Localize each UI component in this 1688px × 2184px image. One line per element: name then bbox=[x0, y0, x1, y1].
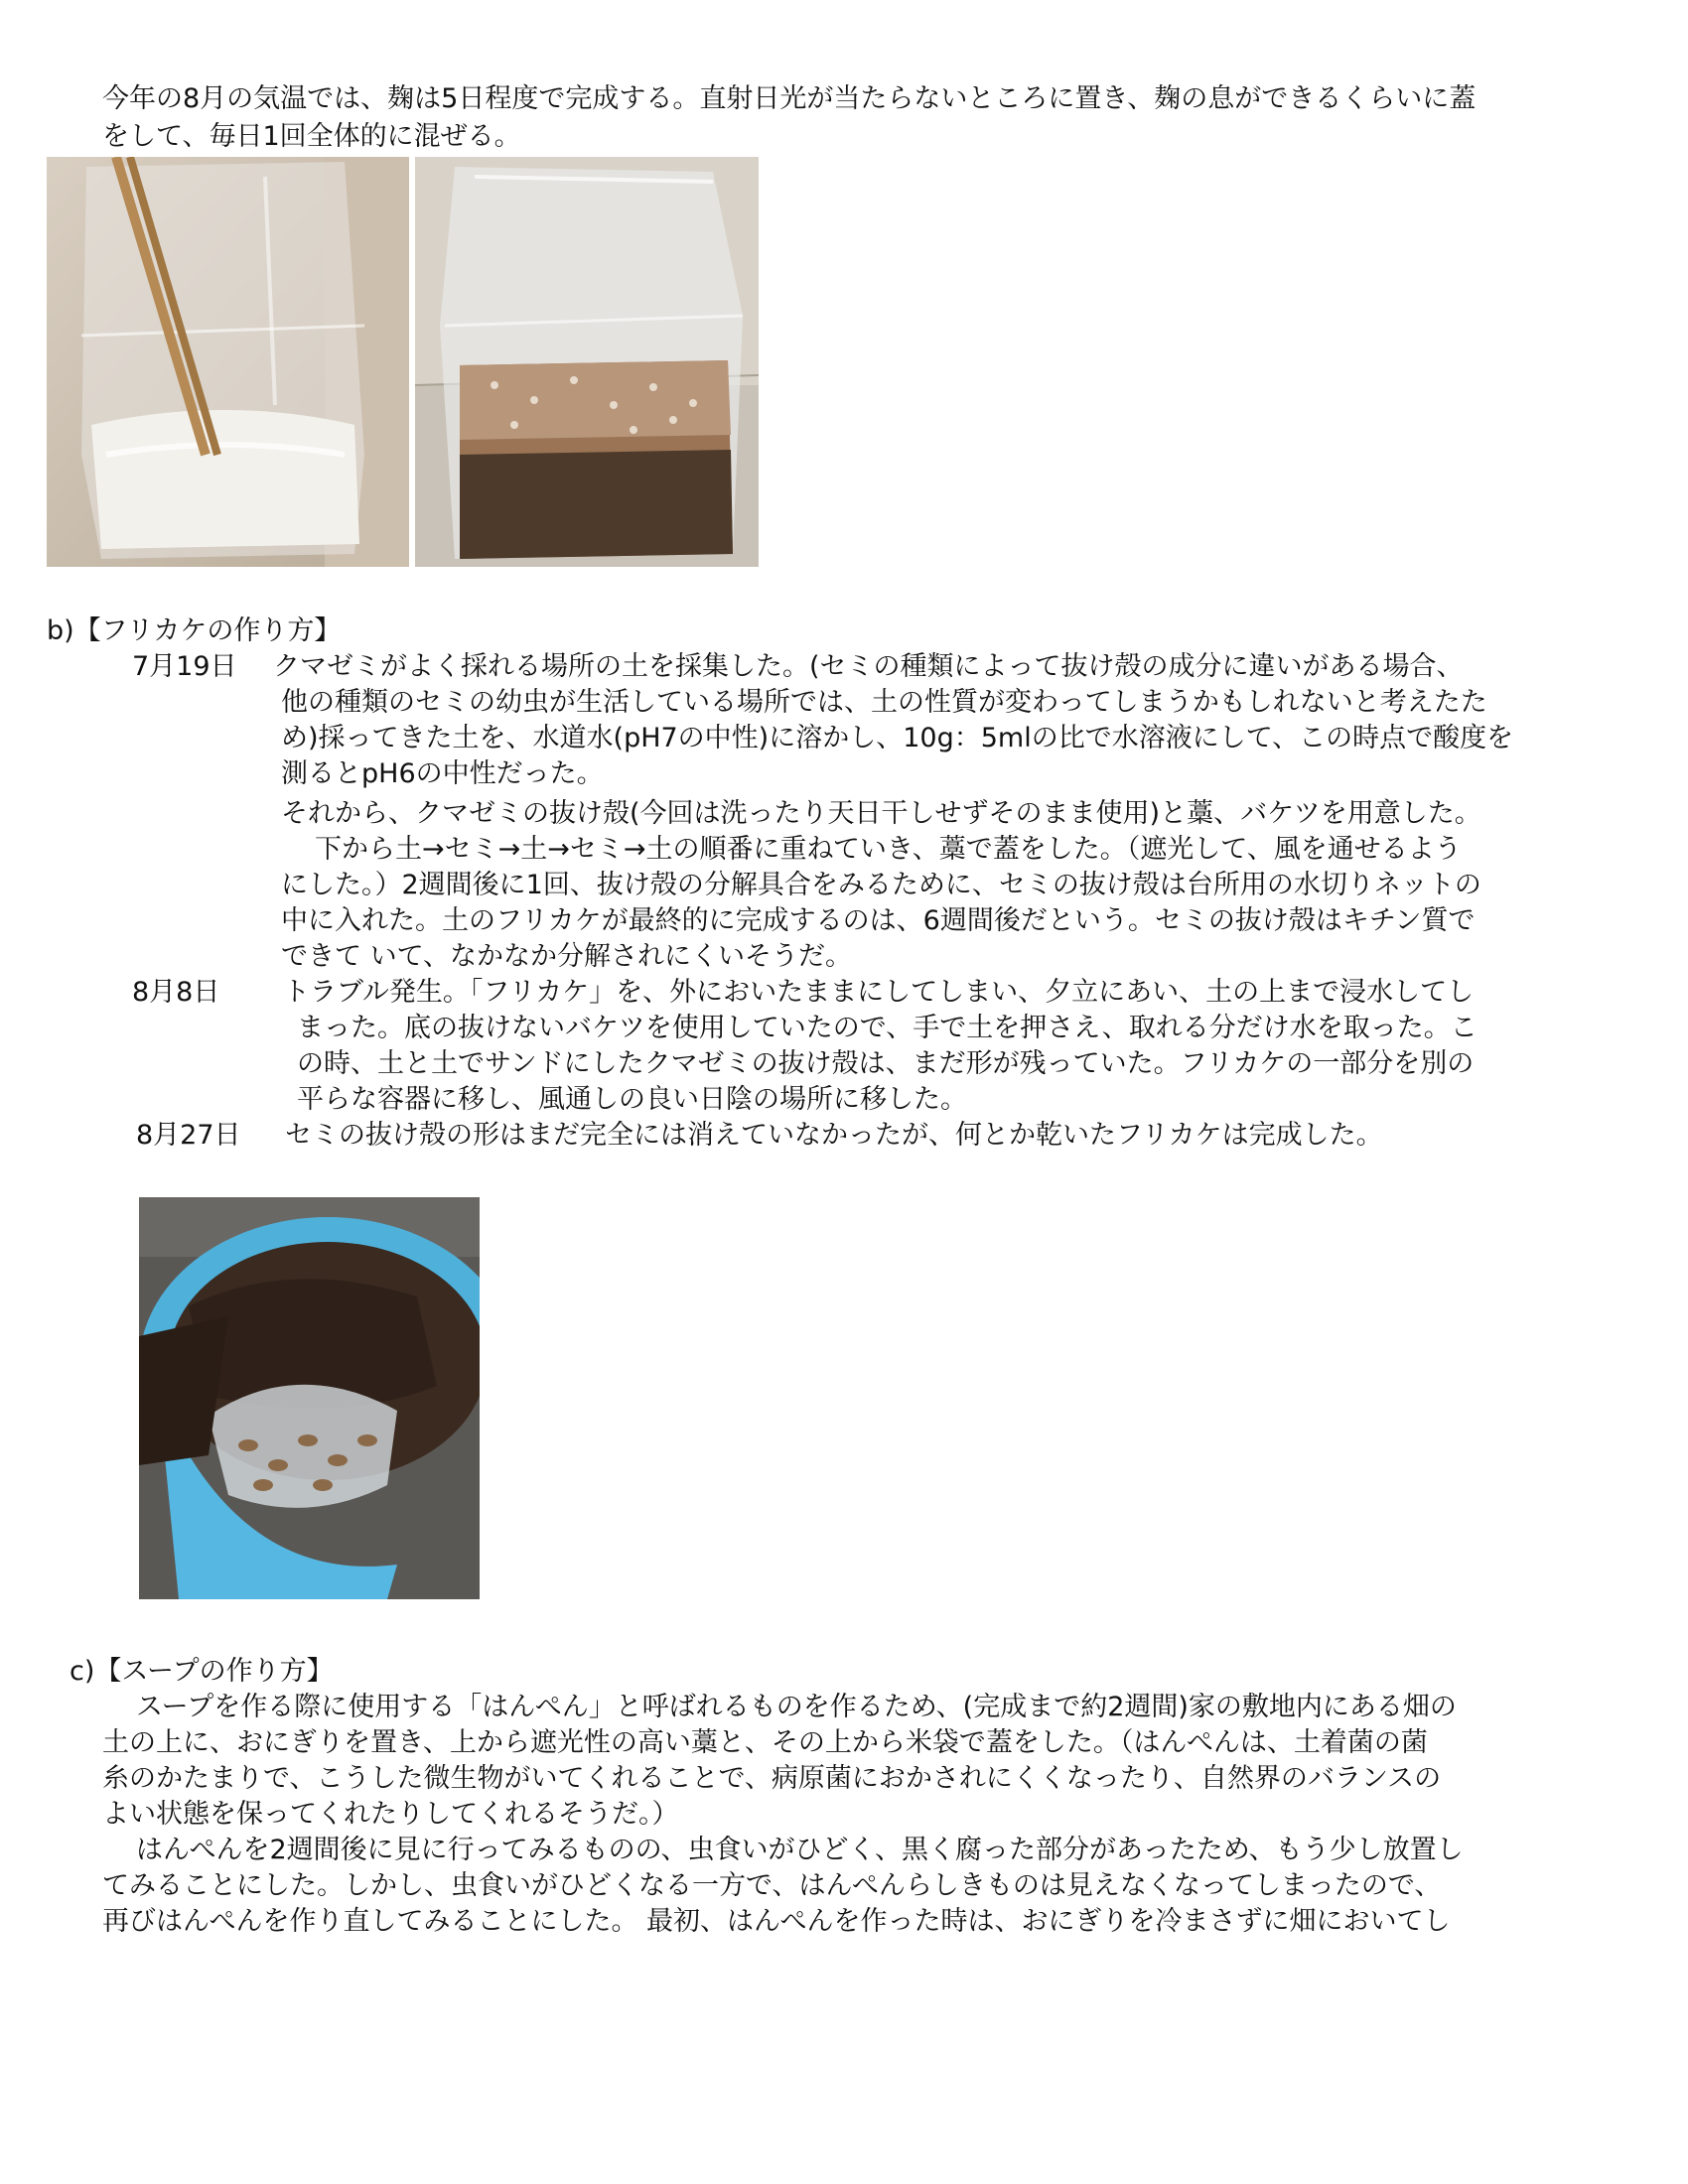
entry-aug27-line-1: セミの抜け殻の形はまだ完全には消えていなかったが、何とか乾いたフリカケは完成した。 bbox=[285, 1120, 1383, 1151]
entry-aug8-line-2: まった。底の抜けないバケツを使用していたので、手で土を押さえ、取れる分だけ水を取った。こ bbox=[297, 1013, 1477, 1043]
section-c-heading: c)【スープの作り方】 bbox=[70, 1656, 334, 1687]
intro-line-1: 今年の8月の気温では、麹は5日程度で完成する。直射日光が当たらないところに置き、麹の息ができるくらいに蓋 bbox=[102, 83, 1477, 114]
section-b-heading: b)【フリカケの作り方】 bbox=[47, 615, 342, 646]
section-c-line-7: 再びはんぺんを作り直してみることにした。 最初、はんぺんを作った時は、おにぎりを冷まさずに畑においてし bbox=[102, 1906, 1451, 1937]
entry-date-jul19: 7月19日 bbox=[132, 651, 237, 682]
section-c-line-4: よい状態を保ってくれたりしてくれるそうだ。） bbox=[102, 1799, 679, 1830]
entry-jul19-line-5: それから、クマゼミの抜け殻(今回は洗ったり天日干しせずそのまま使用)と藁、バケツを用意した。 bbox=[281, 798, 1481, 829]
koji-bottle-stick-photo bbox=[47, 157, 409, 567]
entry-aug8-line-1: トラブル発生。「フリカケ」を、外においたままにしてしまい、夕立にあい、土の上まで浸水してし bbox=[283, 977, 1475, 1008]
intro-line-2: をして、毎日1回全体的に混ぜる。 bbox=[102, 121, 521, 152]
entry-jul19-line-8: 中に入れた。土のフリカケが最終的に完成するのは、6週間後だという。セミの抜け殻はキチン質で bbox=[281, 905, 1476, 936]
section-c-line-3: 糸のかたまりで、こうした微生物がいてくれることで、病原菌におかされにくくなったり、自然界のバランスの bbox=[102, 1763, 1442, 1794]
entry-aug8-line-3: の時、土と土でサンドにしたクマゼミの抜け殻は、まだ形が残っていた。フリカケの一部分を別の bbox=[297, 1048, 1475, 1079]
bucket-soil-photo bbox=[139, 1197, 480, 1599]
section-c-line-2: 土の上に、おにぎりを置き、上から遮光性の高い藁と、その上から米袋で蓋をした。（はんぺんは、土着菌の菌 bbox=[102, 1727, 1428, 1758]
entry-jul19-line-3: め)採ってきた土を、水道水(pH7の中性)に溶かし、10g：5mlの比で水溶液にして、この時点で酸度を bbox=[281, 723, 1514, 753]
entry-jul19-line-4: 測るとpH6の中性だった。 bbox=[281, 758, 604, 789]
section-c-line-6: てみることにした。しかし、虫食いがひどくなる一方で、はんぺんらしきものは見えなくなってしまったので、 bbox=[102, 1870, 1442, 1901]
entry-date-aug27: 8月27日 bbox=[136, 1120, 241, 1151]
entry-jul19-line-7: にした。）2週間後に1回、抜け殻の分解具合をみるために、セミの抜け殻は台所用の水切りネットの bbox=[281, 870, 1481, 900]
section-c-line-1: スープを作る際に使用する「はんぺん」と呼ばれるものを作るため、(完成まで約2週間)家の敷地内にある畑の bbox=[136, 1692, 1457, 1722]
entry-jul19-line-1: クマゼミがよく採れる場所の土を採集した。(セミの種類によって抜け殻の成分に違いがある場合、 bbox=[273, 651, 1464, 682]
entry-aug8-line-4: 平らな容器に移し、風通しの良い日陰の場所に移した。 bbox=[297, 1084, 967, 1115]
entry-date-aug8: 8月8日 bbox=[132, 977, 220, 1008]
entry-jul19-line-2: 他の種類のセミの幼虫が生活している場所では、土の性質が変わってしまうかもしれないと考えたた bbox=[281, 687, 1487, 718]
koji-bottle-rice-photo bbox=[415, 157, 759, 567]
entry-jul19-line-6: 下から土→セミ→土→セミ→土の順番に重ねていき、藁で蓋をした。（遮光して、風を通せるよう bbox=[315, 834, 1462, 865]
section-c-line-5: はんぺんを2週間後に見に行ってみるものの、虫食いがひどく、黒く腐った部分があったため、もう少し放置し bbox=[136, 1835, 1464, 1865]
entry-jul19-line-9: できて いて、なかなか分解されにくいそうだ。 bbox=[281, 941, 853, 972]
